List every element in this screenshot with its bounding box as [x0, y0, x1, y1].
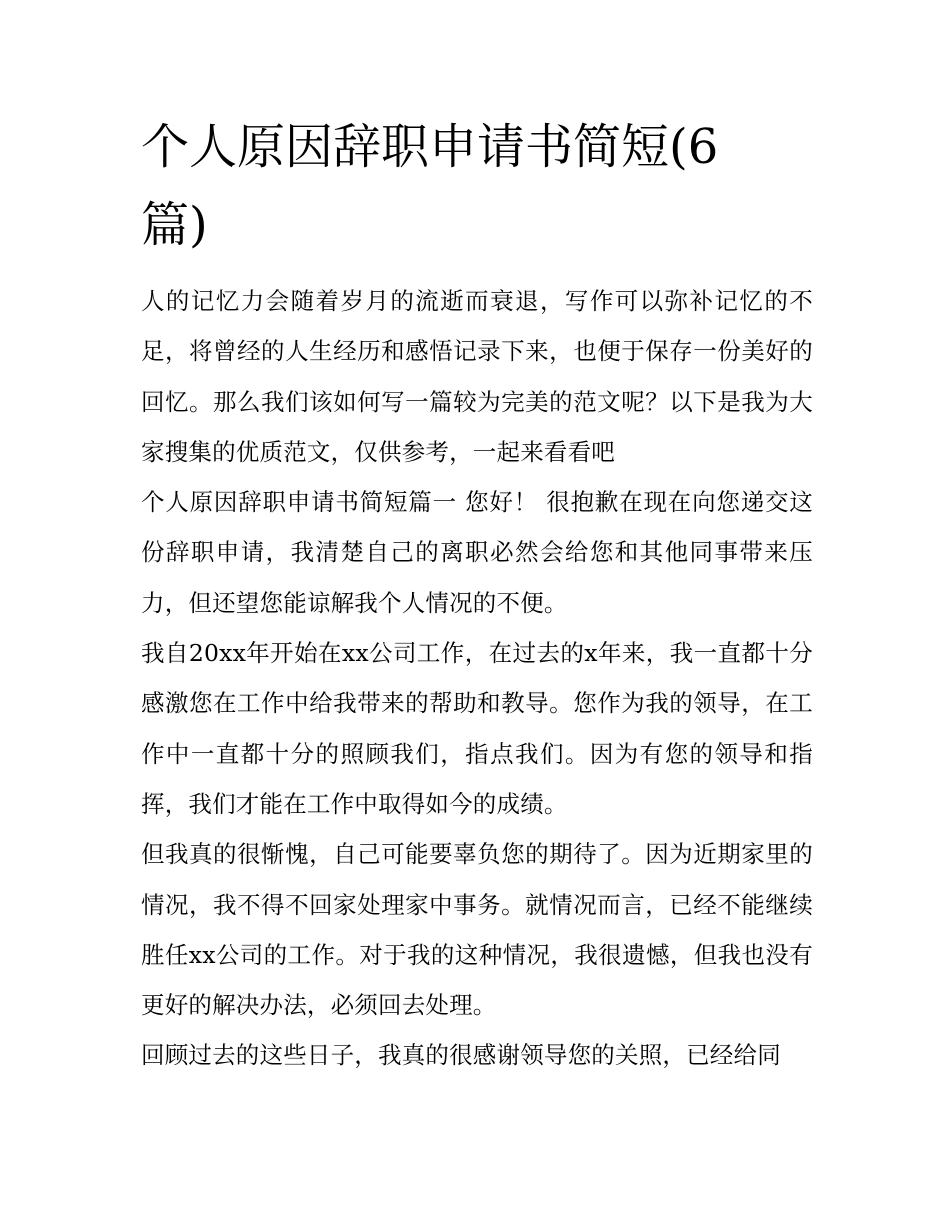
paragraph-greeting: 个人原因辞职申请书简短篇一 您好！ 很抱歉在现在向您递交这份辞职申请，我清楚自己的离职必然会给您和其他同事带来压力，但还望您能谅解我个人情况的不便。 — [141, 488, 813, 617]
document-title: 个人原因辞职申请书简短(6篇) — [141, 119, 719, 253]
paragraph-reason: 但我真的很惭愧，自己可能要辜负您的期待了。因为近期家里的情况，我不得不回家处理家中事务。就情况而言，已经不能继续胜任xx公司的工作。对于我的这种情况，我很遗憾，但我也没有更好的解决办法，必须回去处理。 — [141, 840, 813, 1020]
paragraph-work-history: 我自20xx年开始在xx公司工作，在过去的x年来，我一直都十分感激您在工作中给我带来的帮助和教导。您作为我的领导，在工作中一直都十分的照顾我们，指点我们。因为有您的领导和指挥，我们才能在工作中取得如今的成绩。 — [141, 639, 813, 818]
document-page — [141, 108, 813, 1081]
paragraph-retrospect: 回顾过去的这些日子，我真的很感谢领导您的关照，已经给同 — [141, 1041, 781, 1070]
paragraph-intro: 人的记忆力会随着岁月的流逝而衰退，写作可以弥补记忆的不足，将曾经的人生经历和感悟记录下来，也便于保存一份美好的回忆。那么我们该如何写一篇较为完美的范文呢？以下是我为大家搜集的优质范文，仅供参考，一起来看看吧 — [141, 287, 813, 466]
